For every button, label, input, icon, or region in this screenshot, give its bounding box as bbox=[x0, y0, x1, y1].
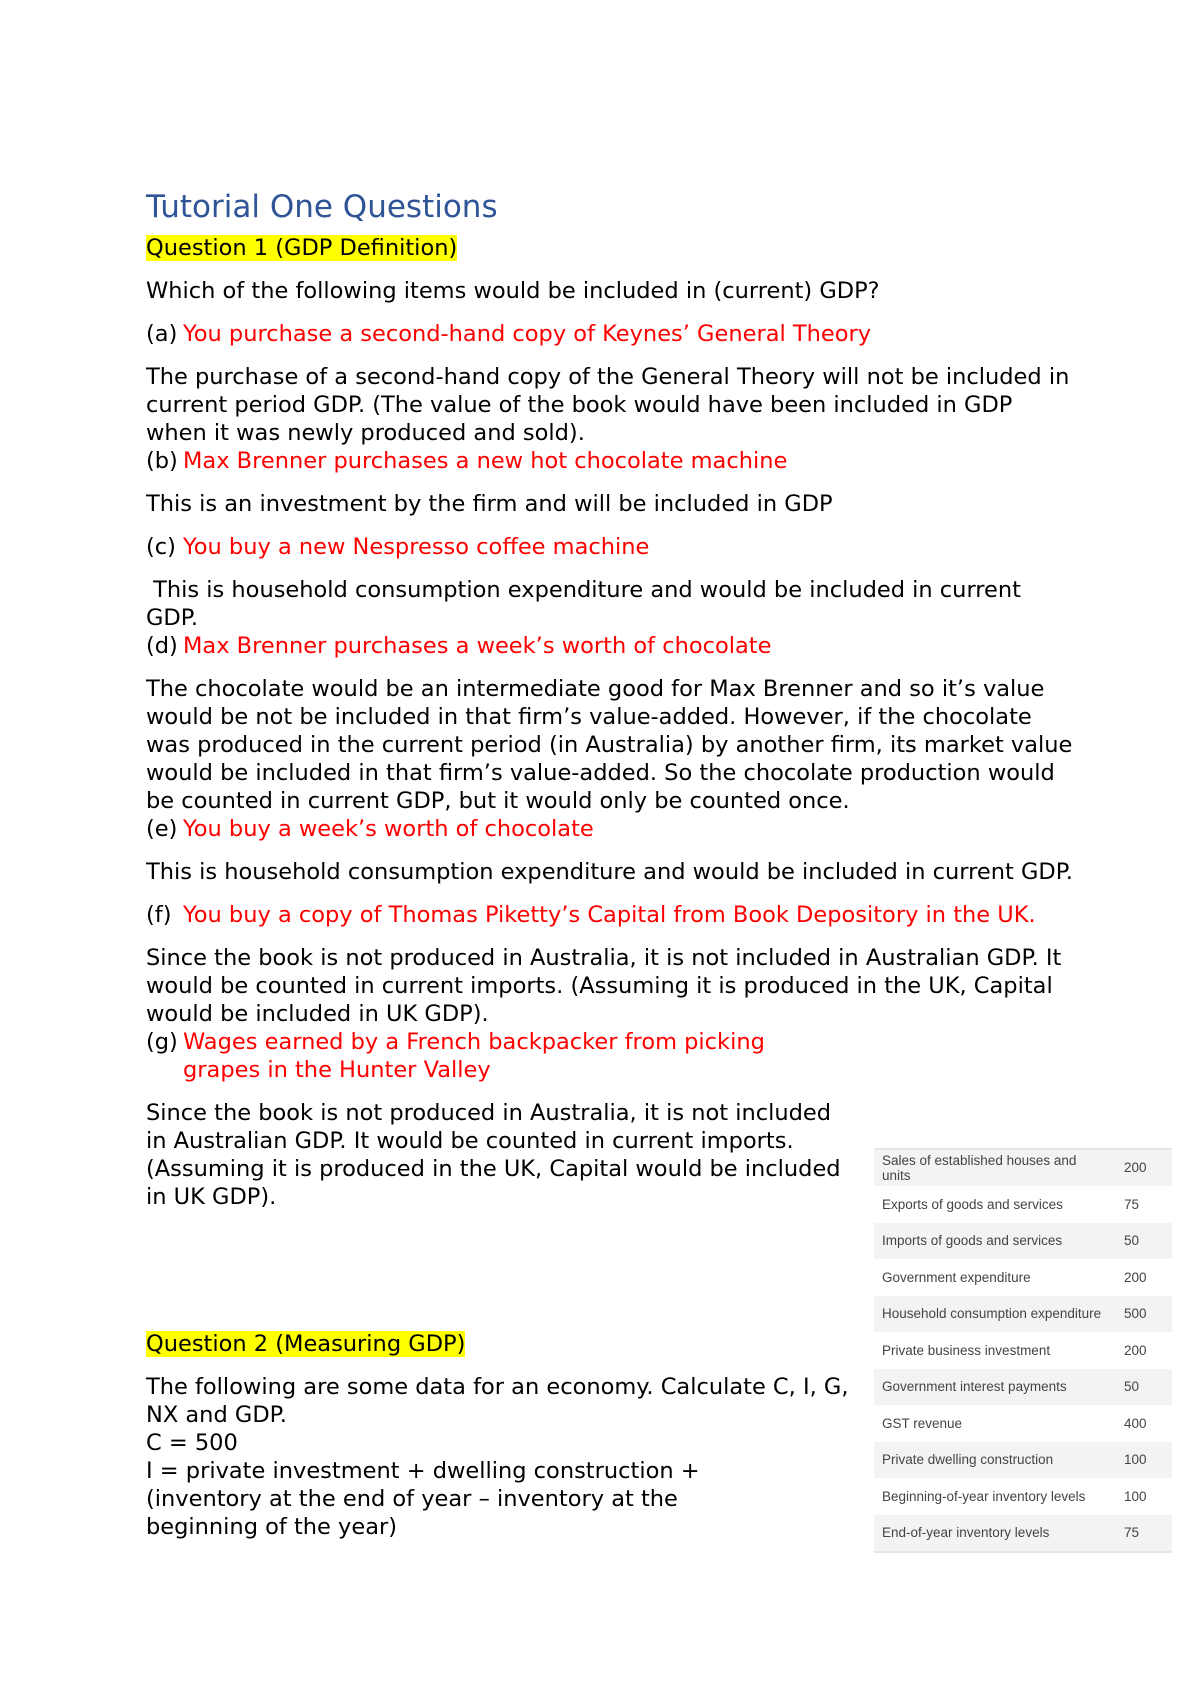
table-row bbox=[874, 1478, 1172, 1515]
row-value: 100 bbox=[1114, 1442, 1172, 1479]
question-2-section bbox=[146, 1330, 866, 1541]
item-question-text: You buy a copy of Thomas Piketty’s Capital from Book Depository in the UK. bbox=[183, 902, 1036, 928]
item-c-question bbox=[146, 533, 1076, 561]
table-row bbox=[874, 1223, 1172, 1260]
item-question-text: Max Brenner purchases a week’s worth of chocolate bbox=[183, 633, 772, 659]
row-label: GST revenue bbox=[874, 1405, 1114, 1442]
row-label: End-of-year inventory levels bbox=[874, 1515, 1114, 1552]
row-label: Imports of goods and services bbox=[874, 1223, 1114, 1260]
item-g-answer: Since the book is not produced in Australia, it is not included in Australian GDP. It would be counted in current imports. (Assuming it is produced in the UK, Capital would be included in UK GDP). bbox=[146, 1100, 841, 1210]
row-value: 100 bbox=[1114, 1478, 1172, 1515]
row-label: Exports of goods and services bbox=[874, 1186, 1114, 1223]
row-value: 75 bbox=[1114, 1515, 1172, 1552]
item-c-answer: This is household consumption expenditure and would be included in current GDP. bbox=[146, 577, 1029, 631]
item-b-question bbox=[146, 447, 1076, 475]
row-label: Government interest payments bbox=[874, 1369, 1114, 1406]
table-row bbox=[874, 1296, 1172, 1333]
question-2-heading: Question 2 (Measuring GDP) bbox=[146, 1331, 466, 1357]
item-f-question bbox=[146, 901, 1076, 929]
row-value: 75 bbox=[1114, 1186, 1172, 1223]
question-1-heading: Question 1 (GDP Definition) bbox=[146, 235, 458, 261]
table-row bbox=[874, 1149, 1172, 1186]
item-label: (a) bbox=[146, 321, 178, 347]
row-value: 400 bbox=[1114, 1405, 1172, 1442]
item-question-text: You buy a week’s worth of chocolate bbox=[183, 816, 594, 842]
row-value: 50 bbox=[1114, 1369, 1172, 1406]
table-row bbox=[874, 1515, 1172, 1552]
row-label: Household consumption expenditure bbox=[874, 1296, 1114, 1333]
item-label: (b) bbox=[146, 448, 178, 474]
item-d-question bbox=[146, 632, 1076, 660]
item-a-question bbox=[146, 320, 1076, 348]
item-label: (g) bbox=[146, 1029, 178, 1055]
row-label: Sales of established houses and units bbox=[874, 1149, 1114, 1186]
item-question-text: Max Brenner purchases a new hot chocolate machine bbox=[183, 448, 788, 474]
item-label: (c) bbox=[146, 534, 176, 560]
table-row bbox=[874, 1186, 1172, 1223]
table-row bbox=[874, 1332, 1172, 1369]
item-label: (d) bbox=[146, 633, 178, 659]
row-label: Private business investment bbox=[874, 1332, 1114, 1369]
row-label: Beginning-of-year inventory levels bbox=[874, 1478, 1114, 1515]
item-question-text: You purchase a second-hand copy of Keynes’ General Theory bbox=[183, 321, 872, 347]
row-label: Government expenditure bbox=[874, 1259, 1114, 1296]
economy-data-table bbox=[874, 1148, 1172, 1553]
question-1-prompt: Which of the following items would be included in (current) GDP? bbox=[146, 278, 880, 304]
item-b-answer: This is an investment by the firm and will be included in GDP bbox=[146, 491, 833, 517]
row-label: Private dwelling construction bbox=[874, 1442, 1114, 1479]
item-label: (e) bbox=[146, 816, 178, 842]
item-d-answer: The chocolate would be an intermediate good for Max Brenner and so it’s value would be not be included in that firm’s value-added. However, if the chocolate was produced in the current period (in Australia) by another firm, its market value would be included in that firm’s value-added. So the chocolate production would be counted in current GDP, but it would only be counted once. bbox=[146, 676, 1073, 814]
consumption-line: C = 500 bbox=[146, 1430, 238, 1456]
table-row bbox=[874, 1369, 1172, 1406]
question-1-section bbox=[146, 234, 1076, 1211]
row-value: 500 bbox=[1114, 1296, 1172, 1333]
question-2-prompt: The following are some data for an economy. Calculate C, I, G, NX and GDP. bbox=[146, 1374, 849, 1428]
table-row bbox=[874, 1442, 1172, 1479]
investment-line: I = private investment + dwelling construction + (inventory at the end of year – inventory at the beginning of the year) bbox=[146, 1458, 700, 1540]
row-value: 200 bbox=[1114, 1332, 1172, 1369]
page-title: Tutorial One Questions bbox=[146, 188, 498, 225]
item-f-answer: Since the book is not produced in Australia, it is not included in Australian GDP. It would be counted in current imports. (Assuming it is produced in the UK, Capital would be included in UK GDP). bbox=[146, 945, 1062, 1027]
item-label: (f) bbox=[146, 902, 172, 928]
row-value: 200 bbox=[1114, 1259, 1172, 1296]
table-row bbox=[874, 1405, 1172, 1442]
row-value: 50 bbox=[1114, 1223, 1172, 1260]
item-e-question bbox=[146, 815, 1076, 843]
table-row bbox=[874, 1259, 1172, 1296]
item-a-answer: The purchase of a second-hand copy of the General Theory will not be included in current period GDP. (The value of the book would have been included in GDP when it was newly produced and sold). bbox=[146, 364, 1070, 446]
item-g-question bbox=[146, 1028, 836, 1084]
item-question-text: Wages earned by a French backpacker from picking grapes in the Hunter Valley bbox=[183, 1029, 765, 1083]
item-question-text: You buy a new Nespresso coffee machine bbox=[183, 534, 650, 560]
row-value: 200 bbox=[1114, 1149, 1172, 1186]
item-e-answer: This is household consumption expenditure and would be included in current GDP. bbox=[146, 859, 1073, 885]
